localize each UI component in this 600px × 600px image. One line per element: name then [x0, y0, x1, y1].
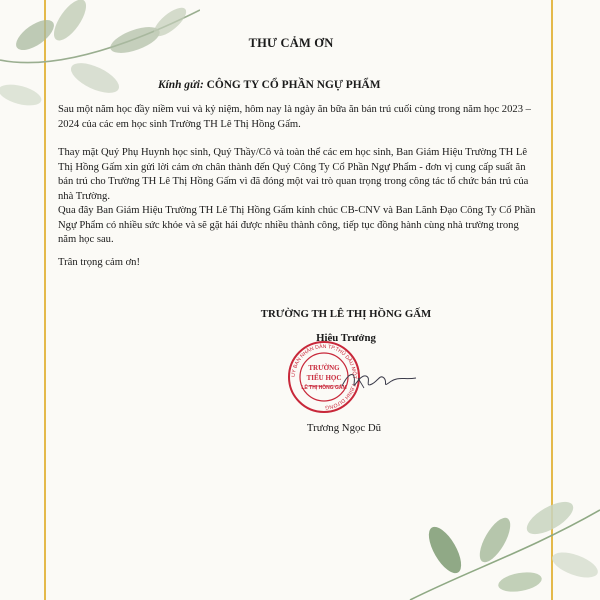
- paragraph-thanks: Thay mặt Quý Phụ Huynh học sinh, Quý Thầy/Cô và toàn thể các em học sinh, Ban Giám Hiệu Trường TH Lê Thị Hồng Gấm xin gửi lời cảm ơn chân thành đến Quý Công Ty Cổ Phần Ngự Phẩm - đơn vị cung cấp suất ăn bán trú cho Trường TH Lê Thị Hồng Gấm vì đã đóng một vai trò quan trọng trong công tác tổ chức bán trú của nhà Trường.: [58, 147, 529, 202]
- signature-organization: TRƯỜNG TH LÊ THỊ HỒNG GẤM: [260, 308, 432, 320]
- handwritten-signature: [338, 366, 418, 394]
- seal-line3: LÊ THỊ HỒNG GẤM: [301, 385, 347, 391]
- seal-ring-text: UY BAN NHÂN DÂN TP.THỦ DẦU MỘT - T.BÌNH DƯƠNG: [290, 343, 358, 411]
- recipient-line: [158, 78, 381, 93]
- paragraph-wishes: Qua đây Ban Giám Hiệu Trường TH Lê Thị Hồng Gấm kính chúc CB-CNV và Ban Lãnh Đạo Công Ty Cổ Phần Ngự Phẩm có nhiều sức khỏe và sẽ gặt hái được nhiều thành công, tiếp tục đồng hành cùng nhà trường trong năm học sau.: [58, 205, 536, 246]
- signature-role: Hiệu Trưởng: [316, 332, 376, 344]
- paragraph-closing: Trân trọng cảm ơn!: [58, 257, 141, 268]
- recipient-prefix: Kính gửi:: [158, 79, 204, 91]
- seal-line2: TIỂU HỌC: [306, 374, 342, 382]
- signature-name: Trương Ngọc Dũ: [306, 422, 382, 434]
- paragraph-intro: Sau một năm học đầy niềm vui và kỷ niệm, hôm nay là ngày ăn bữa ăn bán trú cuối cùng trong năm học 2023 – 2024 của các em học sinh Trường TH Lê Thị Hồng Gấm.: [58, 104, 531, 130]
- seal-line1: TRƯỜNG: [308, 364, 340, 372]
- leaf-decoration-top-left: [0, 0, 200, 120]
- letter-title: THƯ CẢM ƠN: [248, 36, 334, 50]
- recipient-name: CÔNG TY CỔ PHẦN NGỰ PHẨM: [206, 79, 381, 91]
- leaf-decoration-bottom-right: [400, 490, 600, 600]
